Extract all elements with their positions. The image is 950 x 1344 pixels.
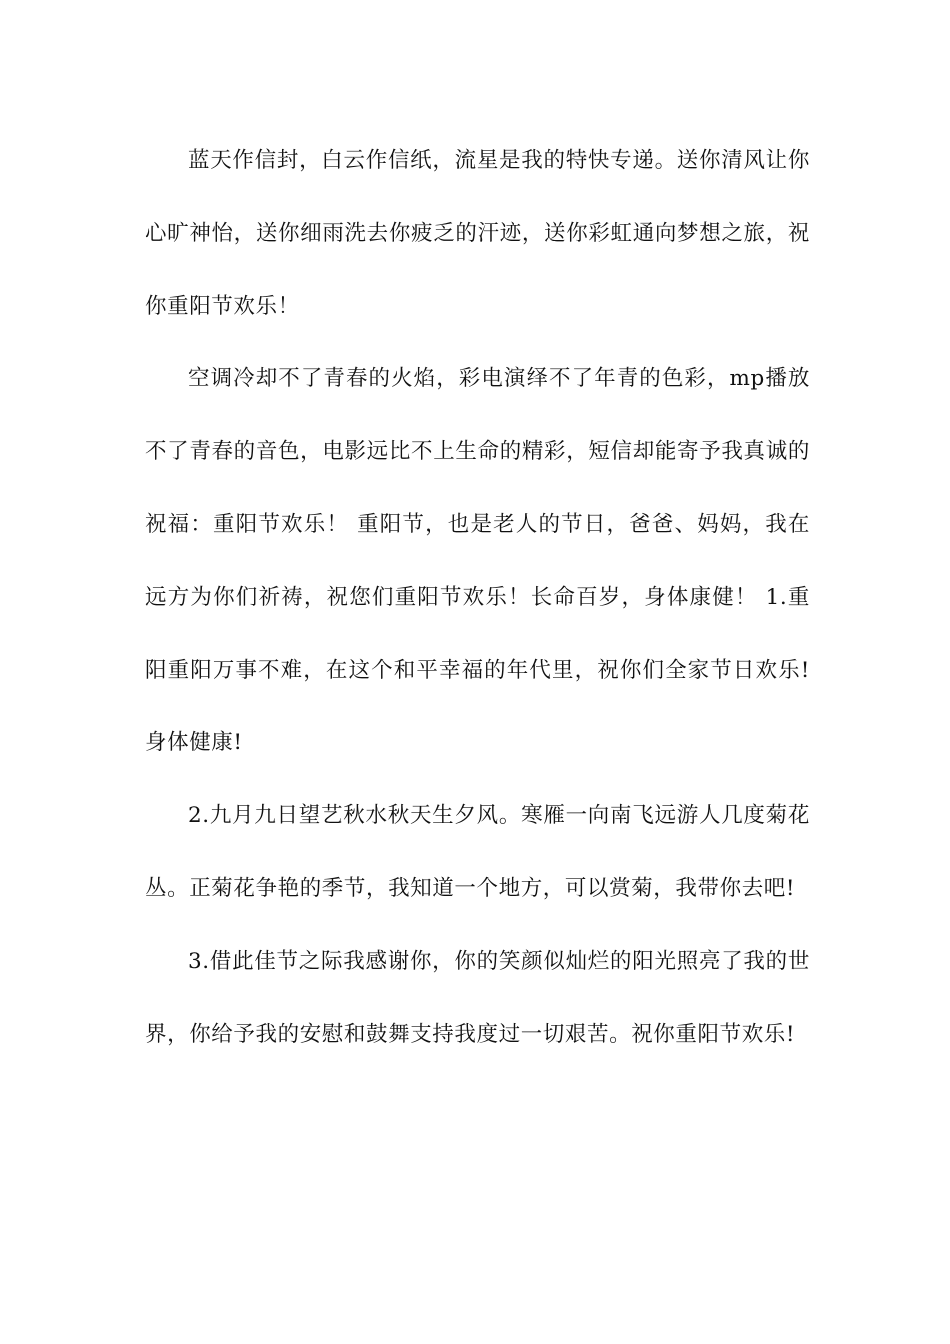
paragraph-3: 2.九月九日望艺秋水秋天生夕风。寒雁一向南飞远游人几度菊花丛。正菊花争艳的季节，我知道一个地方，可以赏菊，我带你去吧! [145, 803, 810, 901]
paragraph-4: 3.借此佳节之际我感谢你，你的笑颜似灿烂的阳光照亮了我的世界，你给予我的安慰和鼓舞支持我度过一切艰苦。祝你重阳节欢乐! [145, 948, 810, 1047]
document-body [145, 125, 810, 1071]
paragraph-1: 蓝天作信封，白云作信纸，流星是我的特快专递。送你清风让你心旷神怡，送你细雨洗去你疲乏的汗迹，送你彩虹通向梦想之旅，祝你重阳节欢乐！ [145, 148, 810, 319]
paragraph-2: 空调冷却不了青春的火焰，彩电演绎不了年青的色彩，mp播放不了青春的音色，电影远比不上生命的精彩，短信却能寄予我真诚的祝福：重阳节欢乐！ 重阳节，也是老人的节日，爸爸、妈妈，我在远方为你们祈祷，祝您们重阳节欢乐！长命百岁，身体康健！ 1.重阳重阳万事不难，在这个和平幸福的年代里，祝你们全家节日欢乐!身体健康! [145, 366, 810, 756]
